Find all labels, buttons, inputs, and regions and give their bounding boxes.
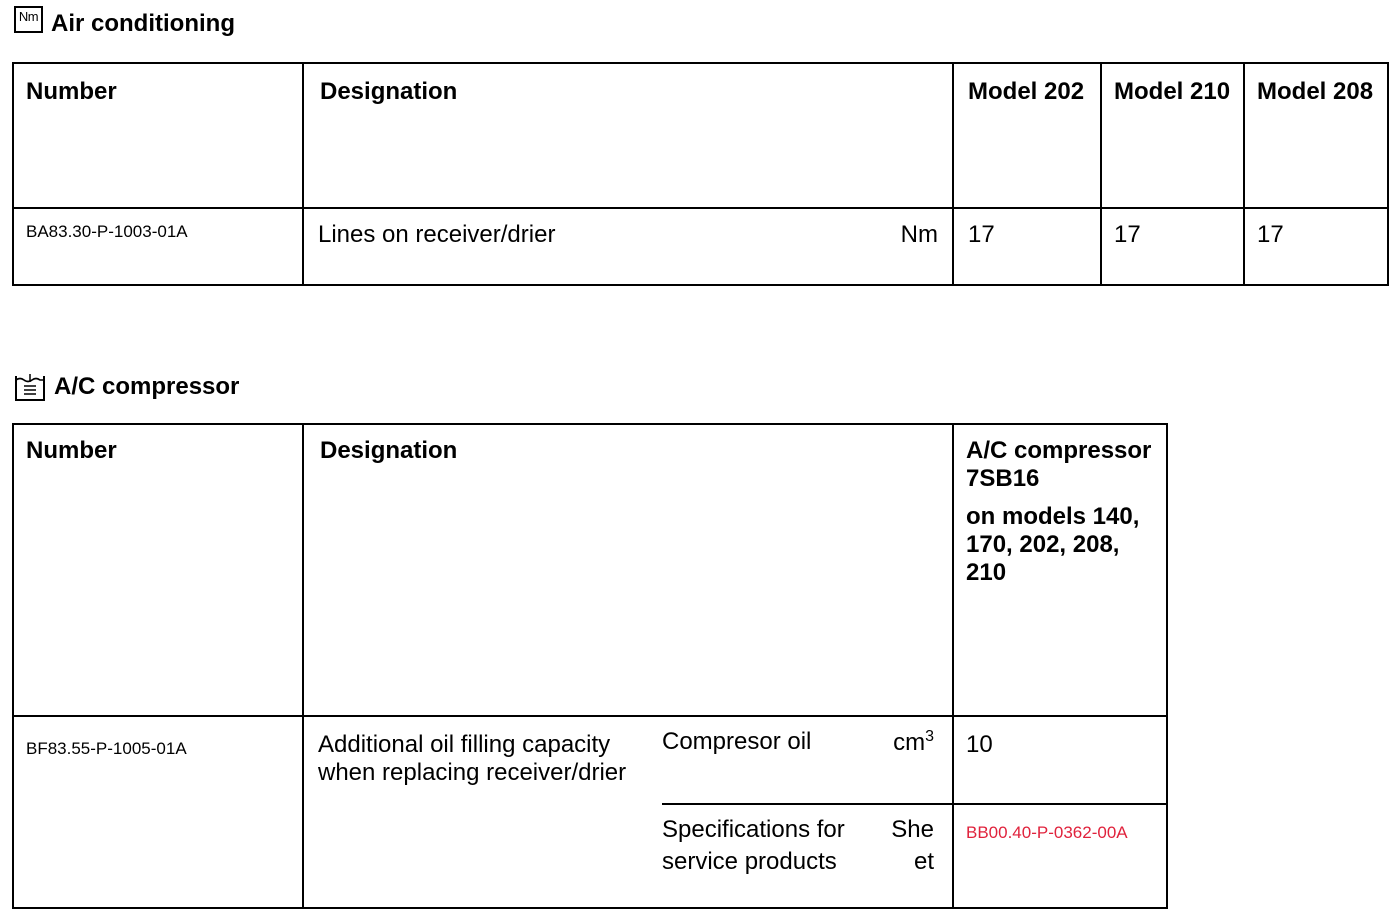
section-title: A/C compressor <box>54 373 240 400</box>
part-number-link[interactable]: BF83.55-P-1005-01A <box>13 716 303 908</box>
column-header-designation: Designation <box>303 424 953 716</box>
section-title: Air conditioning <box>51 10 235 37</box>
table-header-row <box>13 63 1388 208</box>
table-header-row <box>13 424 1167 716</box>
compressor-title: A/C compressor 7SB16 <box>966 437 1152 492</box>
oil-container-icon <box>14 372 46 402</box>
unit-text: $cm^3$ <box>893 728 934 756</box>
section-heading-ac-compressor <box>14 372 239 402</box>
sub-row-divider <box>662 803 952 805</box>
oil-value: 10 <box>953 716 1167 804</box>
column-header-model-208: Model 208 <box>1244 63 1388 208</box>
column-header-model-210: Model 210 <box>1101 63 1244 208</box>
section-heading-air-conditioning <box>14 10 235 38</box>
unit-text: Nm <box>900 221 938 248</box>
sub-row-specifications <box>662 814 934 878</box>
part-number-link[interactable]: BA83.30-P-1003-01A <box>13 208 303 285</box>
value-model-208: 17 <box>1244 208 1388 285</box>
oil-capacity-table <box>12 423 1168 909</box>
value-model-202: 17 <box>953 208 1101 285</box>
column-header-model-202: Model 202 <box>953 63 1101 208</box>
column-header-ac-compressor <box>953 424 1167 716</box>
designation-text: Lines on receiver/drier <box>318 221 556 248</box>
table-row <box>13 208 1388 285</box>
sub-label: Specifications for service products <box>662 816 845 875</box>
column-header-designation: Designation <box>303 63 953 208</box>
compressor-models: on models 140, 170, 202, 208, 210 <box>966 503 1140 586</box>
sub-label: Compresor oil <box>662 728 812 755</box>
sub-row-compressor-oil <box>662 728 934 757</box>
service-products-ref-link[interactable]: BB00.40-P-0362-00A <box>953 804 1167 908</box>
table-row <box>13 716 1167 804</box>
designation-text: Additional oil filling capacity when replacing receiver/drier <box>318 731 627 786</box>
unit-text: Sheet <box>891 816 934 875</box>
designation-cell <box>303 208 953 285</box>
torque-table <box>12 62 1389 286</box>
column-header-number: Number <box>13 63 303 208</box>
column-header-number: Number <box>13 424 303 716</box>
nm-icon: Nm <box>14 6 43 33</box>
value-model-210: 17 <box>1101 208 1244 285</box>
